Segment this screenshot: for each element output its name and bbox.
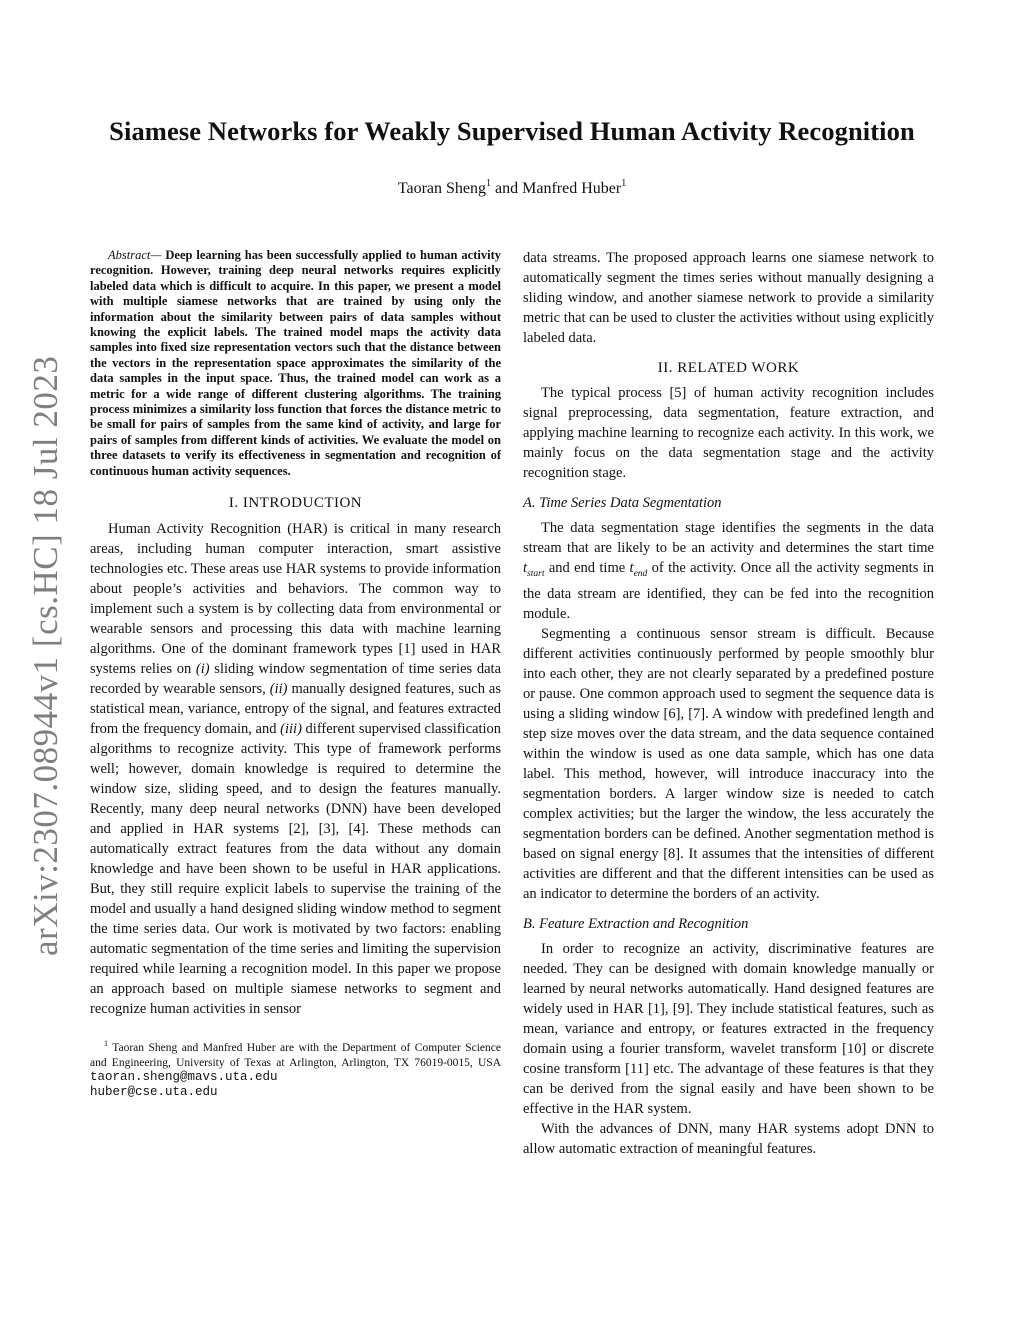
- math-inline: (i): [195, 661, 210, 678]
- subsection-heading-segmentation: A. Time Series Data Segmentation: [523, 495, 722, 511]
- math-subscript: end: [633, 568, 648, 579]
- text-run: manually designed features, such as statistical mean, variance, entropy of the signal, and features extracted from the frequency domain, and: [90, 681, 501, 738]
- introduction-paragraph: [90, 519, 501, 1019]
- segmentation-paragraph: [523, 518, 934, 624]
- left-column: [90, 248, 501, 1099]
- section-heading-introduction: I. INTRODUCTION: [228, 495, 363, 512]
- math-variable: t: [523, 560, 528, 576]
- abstract: [90, 248, 501, 479]
- text-run: and end time: [544, 560, 630, 576]
- affiliation-mark: 1: [486, 178, 491, 189]
- math-inline: (iii): [280, 721, 302, 738]
- author-line: [0, 178, 1024, 198]
- text-run: different supervised classification algorithms to recognize activity. This type of framework performs well; however, domain knowledge is required to determine the window size, sliding speed, and to design the features manually. Recently, many deep neural networks (DNN) have been developed and applied in HAR systems [2], [3], [4]. These methods can automatically extract features from the data without any domain knowledge and have been shown to be useful in HAR applications. But, they still require explicit labels to supervise the training of the model and usually a hand designed sliding window method to segment the time series data. Our work is motivated by two factors: enabling automatic segmentation of the time series and limiting the supervision required while learning a recognition model. In this paper we propose an approach based on multiple siamese networks to segment and recognize human activities in sensor: [90, 721, 502, 1018]
- text-run: Human Activity Recognition (HAR) is critical in many research areas, including human computer interaction, smart assistive technologies etc. These areas use HAR systems to provide information about people’s activities and behaviors. The common way to implement such a system is by collecting data from environmental or wearable sensors and processing this data with machine learning algorithms. One of the dominant framework types [1] used in HAR systems relies on: [90, 521, 501, 678]
- related-work-paragraph: The typical process [5] of human activity recognition includes signal preprocessing, data segmentation, feature extraction, and applying machine learning to recognize each activity. In this work, we mainly focus on the data segmentation stage and the activity recognition stage.: [523, 385, 934, 481]
- text-run: The data segmentation stage identifies the segments in the data stream that are likely to be an activity and determines the start time: [523, 520, 934, 556]
- abstract-text: Deep learning has been successfully applied to human activity recognition. However, training deep neural networks requires explicitly labeled data which is difficult to acquire. In this paper, we present a model with multiple siamese networks that are trained by using only the information about the similarity between pairs of data samples without knowing the explicit labels. The trained model maps the activity data samples into fixed size representation vectors such that the distance between the vectors in the representation space approximates the similarity of the data samples in the input space. Thus, the trained model can work as a metric for a wide range of different clustering algorithms. The training process minimizes a similarity loss function that forces the distance metric to be small for pairs of samples from the same kind of activity, and large for pairs of samples from different kinds of activities. We evaluate the model on three datasets to verify its effectiveness in segmentation and recognition of continuous human activity sequences.: [90, 248, 501, 478]
- text-run: sliding window segmentation of time series data recorded by wearable sensors,: [90, 661, 502, 698]
- footnote-mark: 1: [104, 1039, 108, 1049]
- author-name: Manfred Huber: [522, 180, 622, 197]
- text-run: of the activity. Once all the activity segments in the data stream are identified, they can be fed into the recognition module.: [523, 560, 934, 622]
- right-column: [523, 248, 934, 1159]
- footnote-text: Taoran Sheng and Manfred Huber are with the Department of Computer Science and Engineering, University of Texas at Arlington, Arlington, TX 76019-0015, USA: [90, 1042, 501, 1069]
- abstract-lead: Abstract—: [108, 248, 162, 262]
- math-inline: [629, 560, 648, 579]
- math-subscript: start: [527, 568, 545, 579]
- section-heading-related-work: II. RELATED WORK: [657, 360, 800, 376]
- author-name: Taoran Sheng: [397, 180, 486, 197]
- author-email[interactable]: huber@cse.uta.edu: [90, 1084, 218, 1099]
- feature-extraction-paragraph: With the advances of DNN, many HAR systems adopt DNN to allow automatic extraction of meaningful features.: [523, 1120, 934, 1157]
- math-inline: (ii): [269, 681, 288, 698]
- author-conjunction: and: [491, 180, 523, 197]
- affiliation-mark: 1: [621, 178, 627, 189]
- subsection-heading-feature-extraction: B. Feature Extraction and Recognition: [523, 915, 749, 932]
- arxiv-identifier: arXiv:2307.08944v1 [cs.HC] 18 Jul 2023: [26, 355, 65, 956]
- author-email[interactable]: taoran.sheng@mavs.uta.edu: [90, 1070, 278, 1085]
- segmentation-paragraph: Segmenting a continuous sensor stream is difficult. Because different activities continuously performed by people smoothly blur into each other, they are not clearly separated by a predefined posture or pause. One common approach used to segment the sequence data is using a sliding window [6], [7]. A window with predefined length and step size moves over the data stream, and the data sequence contained within the window is used as one data sample, which has one data label. This method, however, will introduce inaccuracy into the segmentation borders. A larger window size is needed to catch complex activities; but the larger the window, the less accurately the segmentation borders can be defined. Another segmentation method is based on signal energy [8]. It assumes that the intensities of different activities are different and that the different intensities can be used as an indicator to determine the borders of an activity.: [523, 625, 934, 902]
- footnote: [90, 1037, 501, 1099]
- math-inline: [523, 560, 545, 579]
- math-variable: t: [629, 560, 634, 576]
- feature-extraction-paragraph: In order to recognize an activity, discriminative features are needed. They can be designed with domain knowledge manually or learned by neural networks automatically. Hand designed features are widely used in HAR [1], [9]. They include statistical features, such as mean, variance and entropy, or features extracted in the frequency domain using a fourier transform, wavelet transform [10] or discrete cosine transform [11] etc. The advantage of these features is that they can be derived from the signal easily and have been shown to be effective in the HAR system.: [523, 940, 934, 1117]
- introduction-continuation: data streams. The proposed approach learns one siamese network to automatically segment the times series without manually designing a sliding window, and another siamese network to provide a similarity metric that can be used to cluster the activities without using explicitly labeled data.: [523, 250, 934, 346]
- paper-title: Siamese Networks for Weakly Supervised Human Activity Recognition: [109, 116, 915, 146]
